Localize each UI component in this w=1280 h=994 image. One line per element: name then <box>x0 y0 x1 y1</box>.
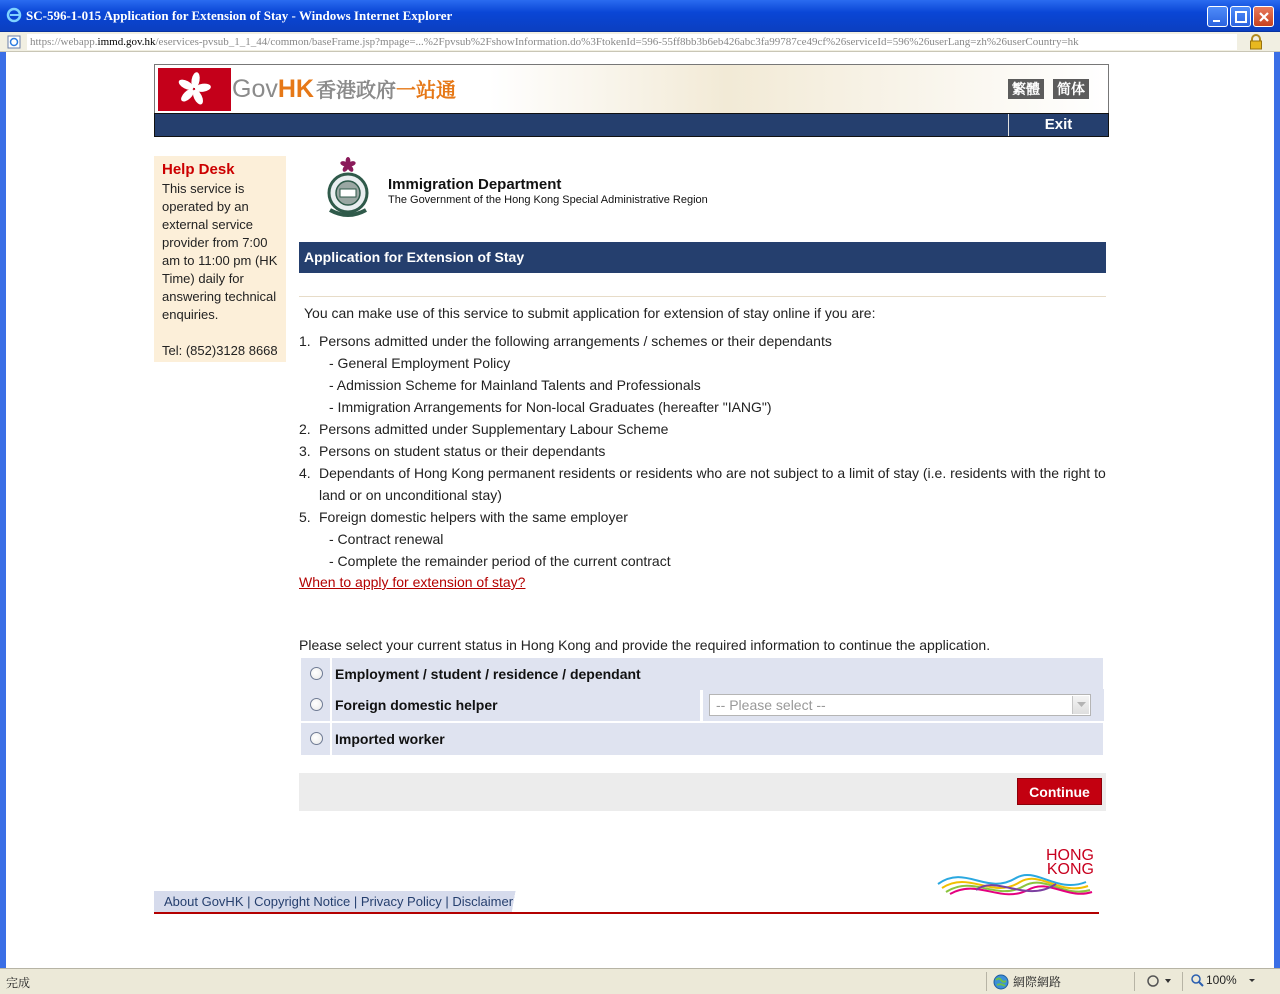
list-item-text: Dependants of Hong Kong permanent residents or residents who are not subject to a limit of stay (i.e. residents with the right to land or on unconditional stay) <box>319 465 1106 503</box>
eligibility-list <box>299 330 1106 572</box>
list-number: 5. <box>299 509 311 525</box>
imported-label[interactable]: Imported worker <box>332 723 1103 755</box>
minimize-icon <box>1211 10 1225 24</box>
page-icon <box>7 35 21 49</box>
globe-icon <box>993 974 1009 990</box>
list-item <box>299 506 1106 572</box>
logo-hk: HK <box>277 75 314 103</box>
url-prefix: https://webapp. <box>30 36 98 48</box>
department-name: Immigration Department <box>388 176 562 193</box>
option-row-fdh[interactable] <box>299 689 1106 721</box>
radio-cell <box>301 723 330 755</box>
close-icon <box>1257 10 1271 24</box>
ie-icon <box>6 7 22 23</box>
list-number: 1. <box>299 333 311 349</box>
list-sub-item: - General Employment Policy <box>329 355 511 371</box>
address-bar <box>0 32 1280 52</box>
hk-flag-logo[interactable] <box>158 68 231 111</box>
logo-gov: Gov <box>232 75 278 103</box>
page-title: Application for Extension of Stay <box>299 242 1106 273</box>
window-frame-left <box>0 52 6 968</box>
status-separator <box>1182 972 1183 991</box>
govhk-header <box>154 64 1109 114</box>
about-govhk-link[interactable]: About GovHK <box>164 894 244 909</box>
list-number: 2. <box>299 421 311 437</box>
department-subtitle: The Government of the Hong Kong Special Administrative Region <box>388 194 708 206</box>
immigration-emblem-icon <box>320 156 376 222</box>
lock-icon[interactable] <box>1248 34 1264 50</box>
intro-text: You can make use of this service to submit application for extension of stay online if you are: <box>304 305 876 321</box>
employment-label[interactable]: Employment / student / residence / dependant <box>332 658 1103 690</box>
dropdown-arrow[interactable] <box>1072 696 1089 714</box>
select-cell <box>703 689 1104 721</box>
chevron-down-icon <box>1077 702 1086 708</box>
help-desk-panel <box>154 156 286 362</box>
continue-button[interactable]: Continue <box>1017 778 1102 805</box>
list-item-text: Persons admitted under Supplementary Labour Scheme <box>319 421 669 437</box>
nav-bar <box>154 113 1109 137</box>
status-prompt: Please select your current status in Hong Kong and provide the required information to continue the application. <box>299 637 991 653</box>
fdh-label[interactable]: Foreign domestic helper <box>332 689 700 721</box>
zoom-level: 100% <box>1206 973 1237 987</box>
footer-links <box>154 891 539 912</box>
action-bar <box>299 773 1106 811</box>
zoom-control[interactable] <box>1190 973 1257 987</box>
list-number: 3. <box>299 443 311 459</box>
list-item <box>299 462 1106 506</box>
url-path: /eservices-pvsub_1_1_44/common/baseFrame.jsp?mpage=...%2Fpvsub%2FshowInformation.do%3FtokenId=596-55ff8bb3b6eb426abc3fa99787ce49cf%26serviceId=596%26userLang=zh%26userCountry=hk <box>155 36 1079 48</box>
list-item <box>299 330 1106 418</box>
close-button[interactable] <box>1253 6 1274 27</box>
url-field[interactable] <box>27 34 1237 50</box>
status-text: 完成 <box>6 976 31 990</box>
list-sub-item: - Admission Scheme for Mainland Talents and Professionals <box>329 377 701 393</box>
disclaimer-link[interactable]: Disclaimer <box>452 894 514 909</box>
brand-hong-text: HONG <box>1046 847 1094 864</box>
status-bar <box>0 968 1280 994</box>
bauhinia-icon <box>158 68 231 111</box>
radio-cell <box>301 658 330 690</box>
footer <box>154 891 1099 914</box>
list-item <box>299 440 1106 462</box>
option-row-imported[interactable] <box>299 723 1106 755</box>
status-separator <box>1134 972 1135 991</box>
maximize-icon <box>1234 10 1248 24</box>
list-number: 4. <box>299 465 311 481</box>
fdh-radio[interactable] <box>310 698 323 711</box>
radio-cell <box>301 689 330 721</box>
help-desk-tel: Tel: (852)3128 8668 <box>162 343 278 358</box>
url-domain: immd.gov.hk <box>97 36 156 48</box>
divider <box>299 296 1106 297</box>
security-zone[interactable] <box>993 973 1061 990</box>
govhk-logo-text[interactable] <box>232 74 456 104</box>
option-row-employment[interactable] <box>299 658 1106 690</box>
chevron-down-icon <box>1239 973 1257 987</box>
help-desk-body: This service is operated by an external service provider from 7:00 am to 11:00 pm (HK Time) daily for answering technical enquiries. <box>162 181 278 322</box>
footer-separator: | <box>441 894 453 909</box>
status-separator <box>986 972 987 991</box>
list-sub-item: - Complete the remainder period of the current contract <box>329 553 671 569</box>
brand-kong-text: KONG <box>1046 861 1094 878</box>
minimize-button[interactable] <box>1207 6 1228 27</box>
list-sub-item: - Immigration Arrangements for Non-local Graduates (hereafter "IANG") <box>329 399 772 415</box>
employment-radio[interactable] <box>310 667 323 680</box>
copyright-link[interactable]: Copyright Notice <box>254 894 351 909</box>
zoom-icon <box>1190 973 1204 987</box>
protected-mode-icon[interactable] <box>1146 974 1176 988</box>
traditional-chinese-button[interactable]: 繁體 <box>1008 79 1044 99</box>
logo-zh: 香港政府 <box>315 80 396 102</box>
imported-radio[interactable] <box>310 732 323 745</box>
maximize-button[interactable] <box>1230 6 1251 27</box>
window-title: SC-596-1-015 Application for Extension of Stay - Windows Internet Explorer <box>26 8 453 23</box>
simplified-chinese-button[interactable]: 简体 <box>1053 79 1089 99</box>
list-item-text: Persons admitted under the following arrangements / schemes or their dependants <box>319 333 832 349</box>
exit-button[interactable]: Exit <box>1008 114 1108 136</box>
footer-separator: | <box>350 894 361 909</box>
list-sub-item: - Contract renewal <box>329 531 444 547</box>
fdh-select[interactable] <box>709 694 1091 716</box>
department-banner <box>320 156 740 222</box>
footer-separator: | <box>243 894 255 909</box>
privacy-link[interactable]: Privacy Policy <box>360 894 442 909</box>
list-item-text: Foreign domestic helpers with the same employer <box>319 509 628 525</box>
window-frame-right <box>1274 52 1280 968</box>
window-titlebar <box>0 0 1280 32</box>
list-item-text: Persons on student status or their dependants <box>319 443 606 459</box>
when-to-apply-link[interactable]: When to apply for extension of stay? <box>299 574 526 590</box>
select-value: -- Please select -- <box>716 697 826 713</box>
list-item <box>299 418 1106 440</box>
zone-label: 網際網路 <box>1013 975 1062 989</box>
logo-zh-orange: 一站通 <box>395 80 456 102</box>
help-desk-title: Help Desk <box>162 161 235 178</box>
